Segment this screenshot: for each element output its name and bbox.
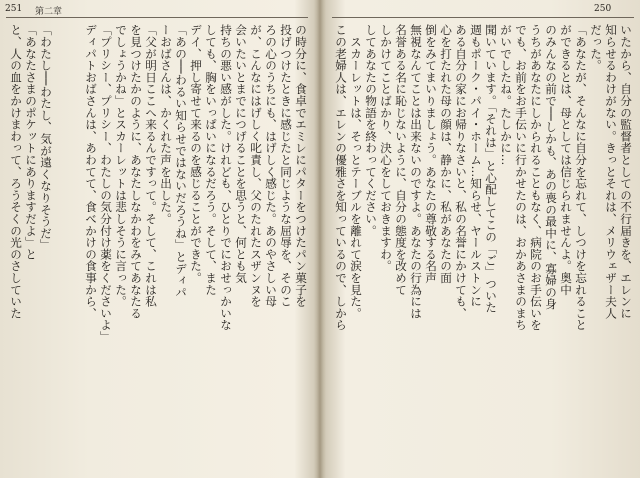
text-column: しても、胸をいっぱいになるだろう。そして、また — [204, 24, 218, 296]
text-column: 週もポーク・パイ・ホーム…知らせ、ヤールストンに — [469, 24, 483, 308]
text-column: 名誉ある名に恥じないように、自分の態度を改めて — [394, 24, 408, 296]
right-page-text — [333, 24, 633, 470]
left-header-rule — [6, 17, 308, 18]
text-column: デイ、押し寄せて来るのを感じることができた。 — [189, 24, 203, 284]
text-column: 「あなたさまのポケットにありますだよ」と — [24, 24, 38, 260]
text-column: ある自分の家にお帰りなさいと、私の名誉にかけても、 — [454, 24, 468, 319]
text-column: のみんなの前で──しかも、あの喪の最中に、寡婦の身 — [544, 24, 558, 310]
text-column: が、こんなにはげしく叱責し、父のたれたスザンヌを — [249, 24, 263, 308]
text-column: 知らせるわけがない。きっとそれは、メリウェザー夫人 — [604, 24, 618, 319]
text-column: でも、お前をお手伝いに行かせたのは、おかあさまのまち — [514, 24, 528, 331]
right-header-rule — [332, 17, 634, 18]
text-column: この老婦人は、エレンの優雅さを知っているので、しから — [334, 24, 348, 331]
text-column: 投げつけたときに感じたと同じような屈辱を、そのこ — [279, 24, 293, 308]
text-column: でしょうかね」とスカーレットは悲しそうに言った。 — [114, 24, 128, 308]
text-column: 心を打たれた母の顔は、静かに、私があなたの面 — [439, 24, 453, 284]
text-column — [53, 24, 68, 470]
text-column: ーおばさんは、かくれた声を出した。 — [159, 24, 173, 225]
text-column: 「わたし──わたし、気が遠くなりそうだ」 — [39, 24, 53, 251]
text-column: ディパトおばさんは、あわてて、食べかけの食事から、 — [84, 24, 98, 319]
text-column: いたから、自分の監督者としての不行届きを、エレンに — [619, 24, 633, 319]
text-column: 「あなたが、そんなに自分を忘れて、しつけを忘れること — [574, 24, 588, 331]
text-column: ができるとは、母としては信じられませんよ。奥中 — [559, 24, 573, 296]
book-gutter — [314, 0, 326, 478]
text-column: を見つけたかのように、あなたしなかわをみてあなたる — [129, 24, 143, 319]
text-column: 「父が明日ここへ来るんですって。そして、これは私 — [144, 24, 158, 308]
text-column: 「プリシー、プリシー、わたしの気分付け薬をくださいよ」 — [99, 24, 113, 343]
text-column: 持ちの悪い感がした。けれども、ひとりでにおせっかいな — [219, 24, 233, 331]
text-column: しかけてことばかり、決心をしておきますわ。 — [379, 24, 393, 272]
text-column: がいでしたね。たしかに… — [499, 24, 513, 166]
text-column: 会いたいとまでにつげることを思うと、何とも気 — [234, 24, 248, 284]
text-column: 倒をみてまいりましょう。あなたの尊敬する名声 — [424, 24, 438, 284]
right-page-number: 250 — [594, 4, 612, 14]
text-column: 聞いています。「それは」と心配してこの「ご」ついた — [484, 24, 498, 314]
left-page-text — [8, 24, 308, 470]
left-chapter-title: 第二章 — [35, 7, 63, 17]
text-column — [68, 24, 83, 470]
text-column: だった。 — [589, 24, 603, 72]
text-column: うちがあなたにしかられることもなく、病院のお手伝いを — [529, 24, 543, 331]
text-column: してあなたの物語を終わってください。 — [364, 24, 378, 237]
text-column: 「あの──わるい知らせではないだろうね」とディパ — [174, 24, 188, 298]
text-column: スカーレットは、そっとテーブルを離れて涙を見た。 — [349, 24, 363, 319]
left-page-number: 251 — [5, 4, 23, 14]
text-column: の時分に、食卓でエミレにパターをつけたパン菓子を — [294, 24, 308, 308]
text-column: と、人の血をかけまわって、ろうそくの光のさしていた — [9, 24, 23, 319]
text-column: 無視なんてことは出来ないのですよ。あなたの行為には — [409, 24, 423, 319]
text-column: ろの心のうちにも、はげしく感じた。あのやさしい母 — [264, 24, 278, 308]
